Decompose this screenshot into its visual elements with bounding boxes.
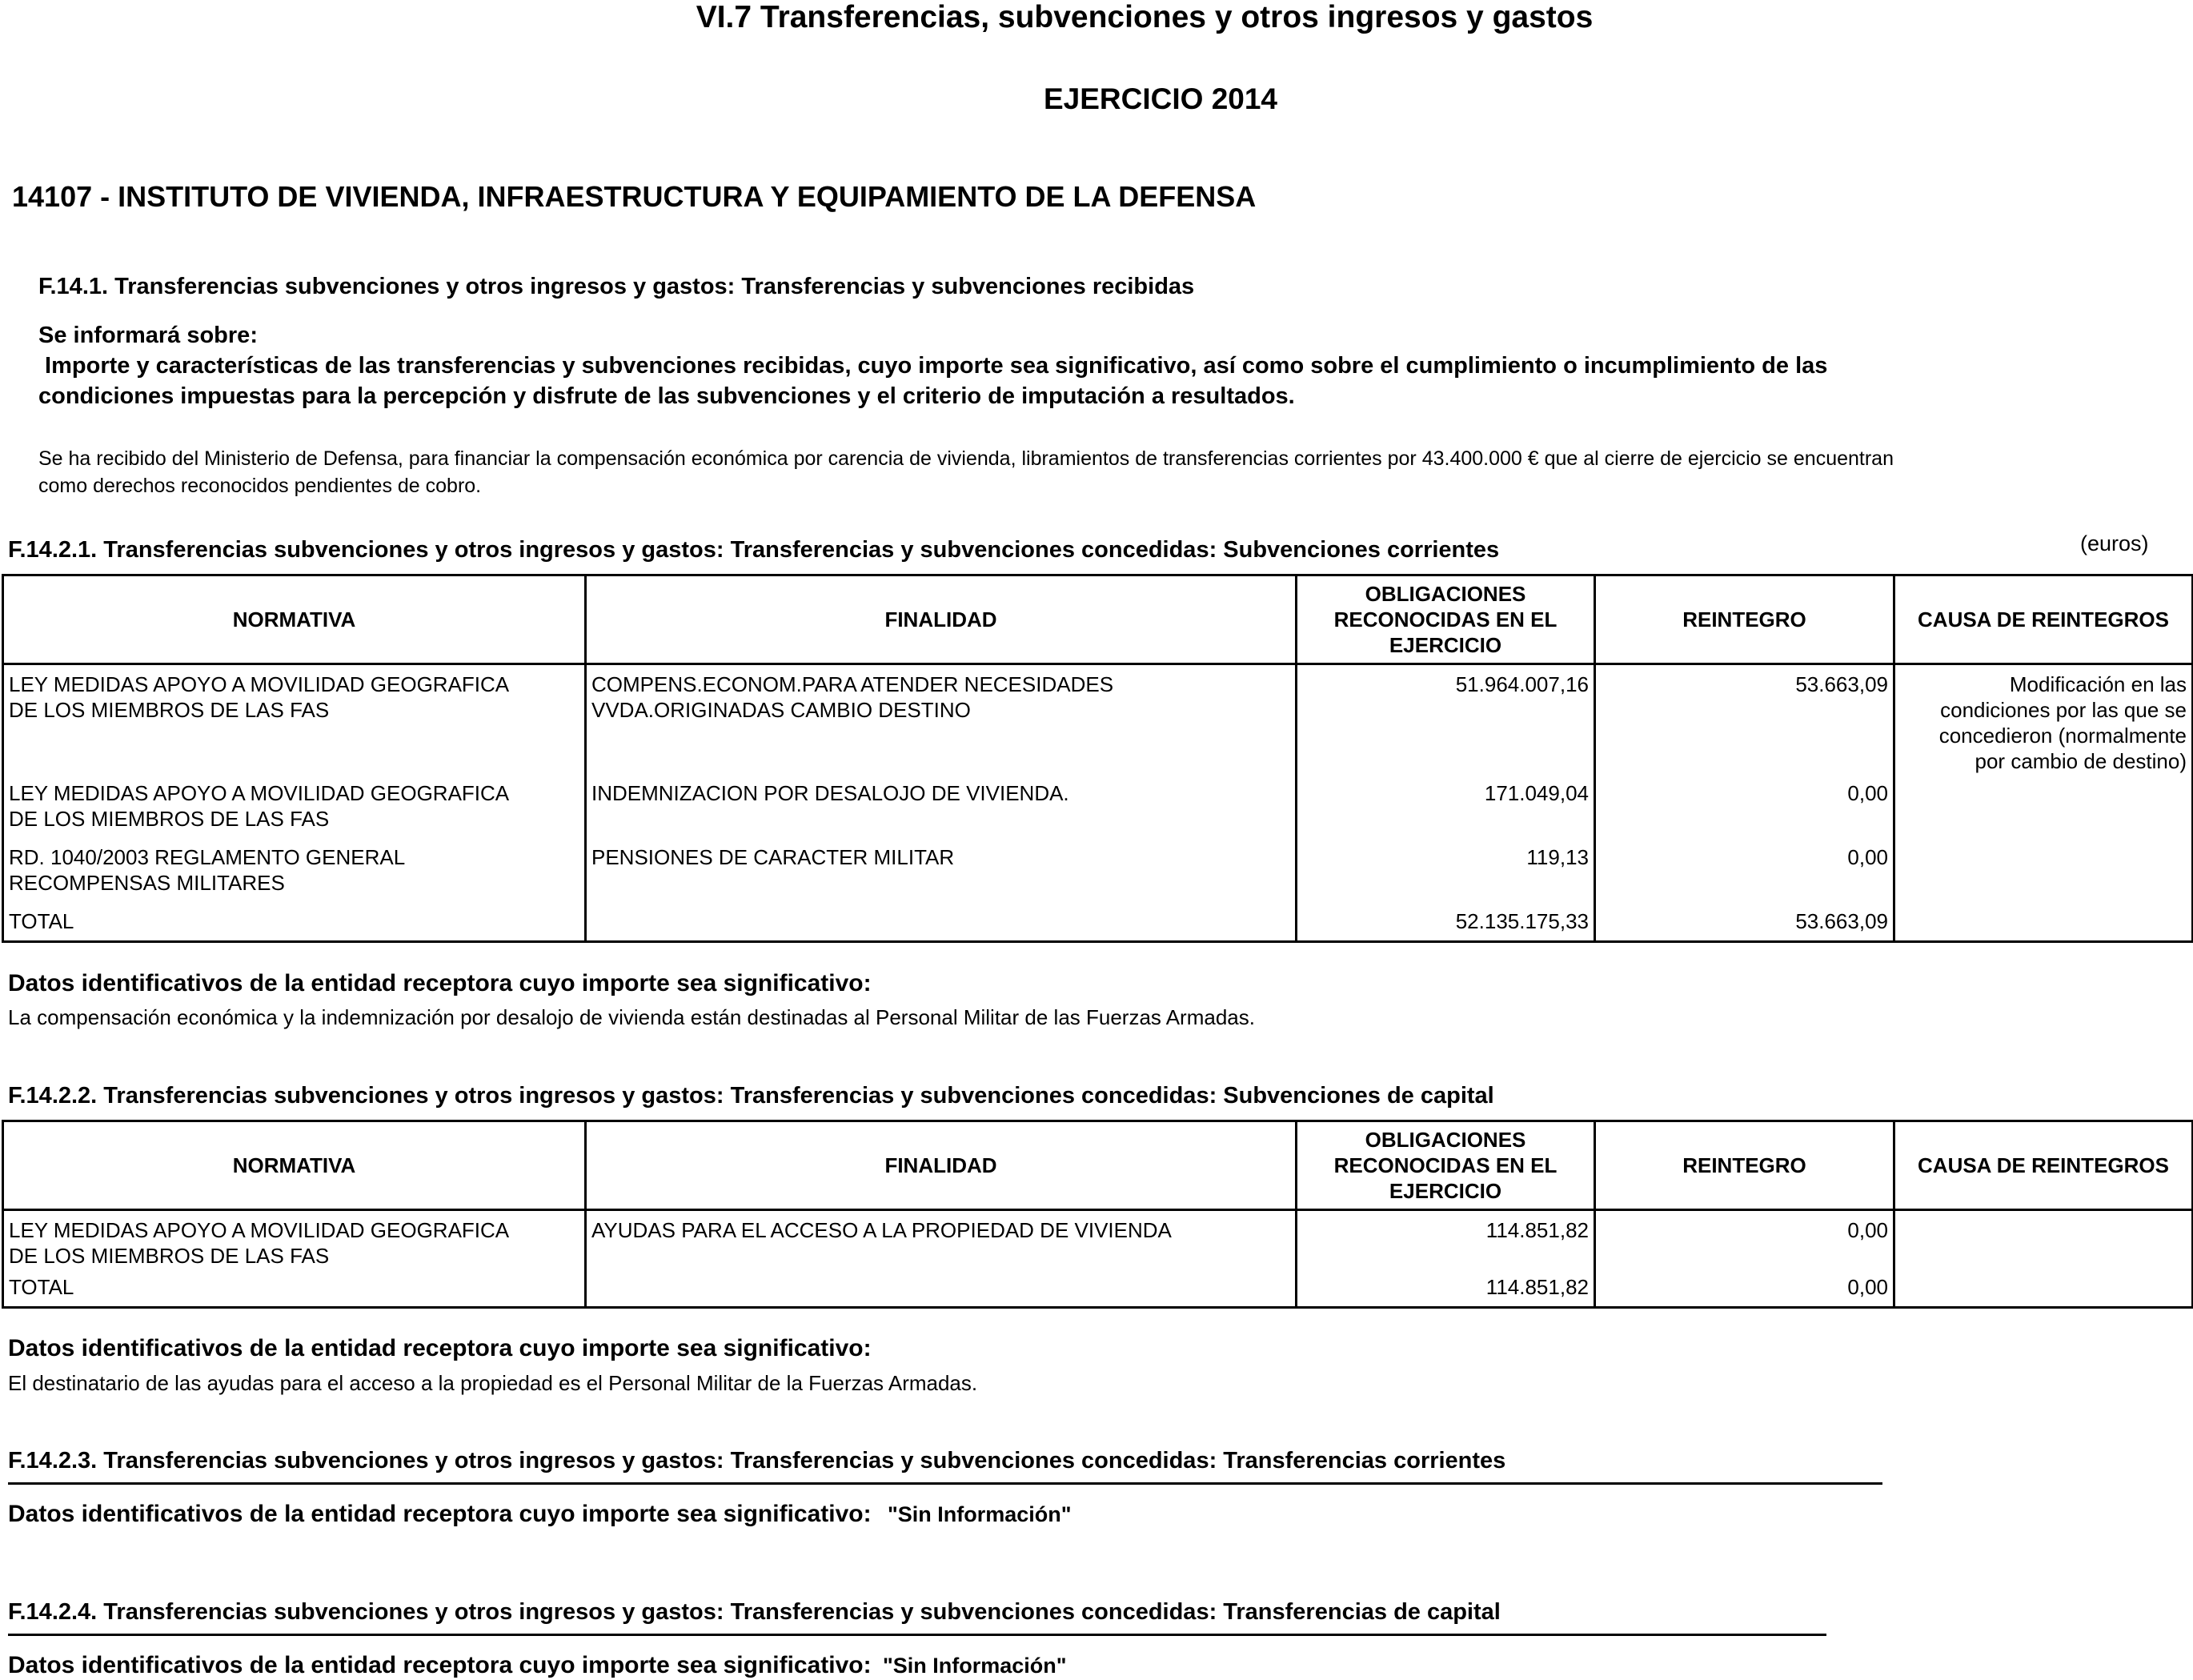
col-obligaciones-l3: EJERCICIO <box>1389 1179 1502 1203</box>
f1422-datos-heading: Datos identificativos de la entidad receptora cuyo importe sea significativo: <box>8 1335 872 1361</box>
col-obligaciones-l1: OBLIGACIONES <box>1365 1128 1526 1152</box>
table-row <box>3 844 2193 908</box>
total-obligaciones: 52.135.175,33 <box>1297 908 1595 942</box>
cell-reintegro: 53.663,09 <box>1595 664 1894 780</box>
cell-line: por cambio de destino) <box>1975 749 2187 773</box>
total-obligaciones: 114.851,82 <box>1297 1274 1595 1308</box>
col-obligaciones-l1: OBLIGACIONES <box>1365 582 1526 606</box>
cell-line: LEY MEDIDAS APOYO A MOVILIDAD GEOGRAFICA <box>9 780 510 805</box>
f1424-rule <box>8 1634 1826 1636</box>
cell-reintegro: 0,00 <box>1595 780 1894 844</box>
cell-reintegro: 0,00 <box>1595 844 1894 908</box>
cell-line: DE LOS MIEMBROS DE LAS FAS <box>9 806 330 831</box>
f1423-datos-heading: Datos identificativos de la entidad receptora cuyo importe sea significativo: <box>8 1501 872 1527</box>
col-obligaciones-l2: RECONOCIDAS EN EL <box>1333 607 1558 632</box>
cell-causa <box>1894 844 2193 908</box>
col-causa: CAUSA DE REINTEGROS <box>1894 1121 2193 1210</box>
col-reintegro: REINTEGRO <box>1595 575 1894 664</box>
cell-normativa <box>3 1210 586 1274</box>
cell-finalidad <box>586 908 1297 942</box>
cell-causa <box>1894 780 2193 844</box>
cell-normativa <box>3 844 586 908</box>
cell-line: DE LOS MIEMBROS DE LAS FAS <box>9 698 330 722</box>
cell-line: LEY MEDIDAS APOYO A MOVILIDAD GEOGRAFICA <box>9 672 510 696</box>
cell-finalidad <box>586 844 1297 908</box>
f1424-heading: F.14.2.4. Transferencias subvenciones y otros ingresos y gastos: Transferencias y subvenciones concedidas: Transferencias de capital <box>8 1599 1501 1625</box>
inform-line-2: condiciones impuestas para la percepción y disfrute de las subvenciones y el criterio de imputación a resultados. <box>38 383 1295 409</box>
entity-name: 14107 - INSTITUTO DE VIVIENDA, INFRAESTRUCTURA Y EQUIPAMIENTO DE LA DEFENSA <box>12 180 1257 213</box>
table-row <box>3 664 2193 780</box>
f1421-heading: F.14.2.1. Transferencias subvenciones y otros ingresos y gastos: Transferencias y subvenciones concedidas: Subvenciones corrientes <box>8 537 1500 563</box>
cell-causa <box>1894 908 2193 942</box>
f141-text-line-2: como derechos reconocidos pendientes de cobro. <box>38 475 482 497</box>
f1422-heading: F.14.2.2. Transferencias subvenciones y otros ingresos y gastos: Transferencias y subvenciones concedidas: Subvenciones de capital <box>8 1083 1494 1109</box>
cell-line: RECOMPENSAS MILITARES <box>9 870 285 895</box>
cell-obligaciones: 51.964.007,16 <box>1297 664 1595 780</box>
cell-line: Modificación en las <box>2009 672 2187 696</box>
cell-line: COMPENS.ECONOM.PARA ATENDER NECESIDADES <box>591 672 1114 696</box>
cell-line: PENSIONES DE CARACTER MILITAR <box>591 844 955 869</box>
cell-line: INDEMNIZACION POR DESALOJO DE VIVIENDA. <box>591 780 1069 805</box>
f1421-datos-text: La compensación económica y la indemnización por desalojo de vivienda están destinadas al Personal Militar de las Fuerzas Armadas. <box>8 1005 1255 1029</box>
col-obligaciones <box>1297 1121 1595 1210</box>
fiscal-year: EJERCICIO 2014 <box>1043 82 1278 115</box>
f1421-table <box>2 574 2193 943</box>
col-finalidad: FINALIDAD <box>586 575 1297 664</box>
col-obligaciones <box>1297 575 1595 664</box>
col-reintegro: REINTEGRO <box>1595 1121 1894 1210</box>
f141-text-line-1: Se ha recibido del Ministerio de Defensa, para financiar la compensación económica por carencia de vivienda, libramientos de transferencias corrientes por 43.400.000 € que al cierre de ejercicio se encuentran <box>38 447 1894 470</box>
f1424-datos-heading: Datos identificativos de la entidad receptora cuyo importe sea significativo: <box>8 1652 872 1678</box>
col-finalidad: FINALIDAD <box>586 1121 1297 1210</box>
col-obligaciones-l2: RECONOCIDAS EN EL <box>1333 1153 1558 1177</box>
cell-obligaciones: 119,13 <box>1297 844 1595 908</box>
cell-causa <box>1894 664 2193 780</box>
table-row <box>3 780 2193 844</box>
inform-line-1: Importe y características de las transferencias y subvenciones recibidas, cuyo importe sea significativo, así como sobre el cumplimiento o incumplimiento de las <box>38 353 1828 379</box>
cell-line: DE LOS MIEMBROS DE LAS FAS <box>9 1244 330 1268</box>
cell-finalidad <box>586 1210 1297 1274</box>
total-reintegro: 53.663,09 <box>1595 908 1894 942</box>
total-label: TOTAL <box>3 1274 586 1308</box>
f1424-sin-info: "Sin Información" <box>882 1654 1067 1678</box>
cell-finalidad <box>586 664 1297 780</box>
f141-text <box>38 445 2151 499</box>
cell-finalidad <box>586 780 1297 844</box>
units-label: (euros) <box>2080 531 2149 555</box>
cell-normativa <box>3 664 586 780</box>
col-normativa: NORMATIVA <box>3 575 586 664</box>
cell-normativa <box>3 780 586 844</box>
table-header-row <box>3 575 2193 664</box>
cell-reintegro: 0,00 <box>1595 1210 1894 1274</box>
f1423-sin-info: "Sin Información" <box>887 1502 1072 1526</box>
total-label: TOTAL <box>3 908 586 942</box>
cell-finalidad <box>586 1274 1297 1308</box>
f1423-datos-line <box>8 1501 1072 1528</box>
f1421-datos-heading: Datos identificativos de la entidad receptora cuyo importe sea significativo: <box>8 970 872 996</box>
col-causa: CAUSA DE REINTEGROS <box>1894 575 2193 664</box>
cell-causa <box>1894 1210 2193 1274</box>
f1423-rule <box>8 1482 1882 1485</box>
table-total-row <box>3 908 2193 942</box>
f141-heading: F.14.1. Transferencias subvenciones y otros ingresos y gastos: Transferencias y subvenciones recibidas <box>38 274 1195 299</box>
page-title: VI.7 Transferencias, subvenciones y otros ingresos y gastos <box>696 0 1594 34</box>
f1422-table <box>2 1120 2193 1309</box>
table-total-row <box>3 1274 2193 1308</box>
cell-line: concedieron (normalmente <box>1938 724 2187 748</box>
inform-label: Se informará sobre: <box>38 323 258 348</box>
table-row <box>3 1210 2193 1274</box>
f1424-datos-line <box>8 1652 1067 1679</box>
cell-line: AYUDAS PARA EL ACCESO A LA PROPIEDAD DE VIVIENDA <box>591 1218 1172 1242</box>
cell-obligaciones: 171.049,04 <box>1297 780 1595 844</box>
cell-line: VVDA.ORIGINADAS CAMBIO DESTINO <box>591 698 971 722</box>
table-header-row <box>3 1121 2193 1210</box>
col-normativa: NORMATIVA <box>3 1121 586 1210</box>
total-reintegro: 0,00 <box>1595 1274 1894 1308</box>
cell-line: LEY MEDIDAS APOYO A MOVILIDAD GEOGRAFICA <box>9 1218 510 1242</box>
f1423-heading: F.14.2.3. Transferencias subvenciones y otros ingresos y gastos: Transferencias y subvenciones concedidas: Transferencias corrientes <box>8 1448 1506 1474</box>
col-obligaciones-l3: EJERCICIO <box>1389 633 1502 657</box>
cell-line: condiciones por las que se <box>1940 698 2187 722</box>
f141-inform-block <box>38 320 2087 411</box>
f1422-datos-text: El destinatario de las ayudas para el acceso a la propiedad es el Personal Militar de la Fuerzas Armadas. <box>8 1371 978 1395</box>
cell-line: RD. 1040/2003 REGLAMENTO GENERAL <box>9 844 406 869</box>
cell-obligaciones: 114.851,82 <box>1297 1210 1595 1274</box>
cell-causa <box>1894 1274 2193 1308</box>
